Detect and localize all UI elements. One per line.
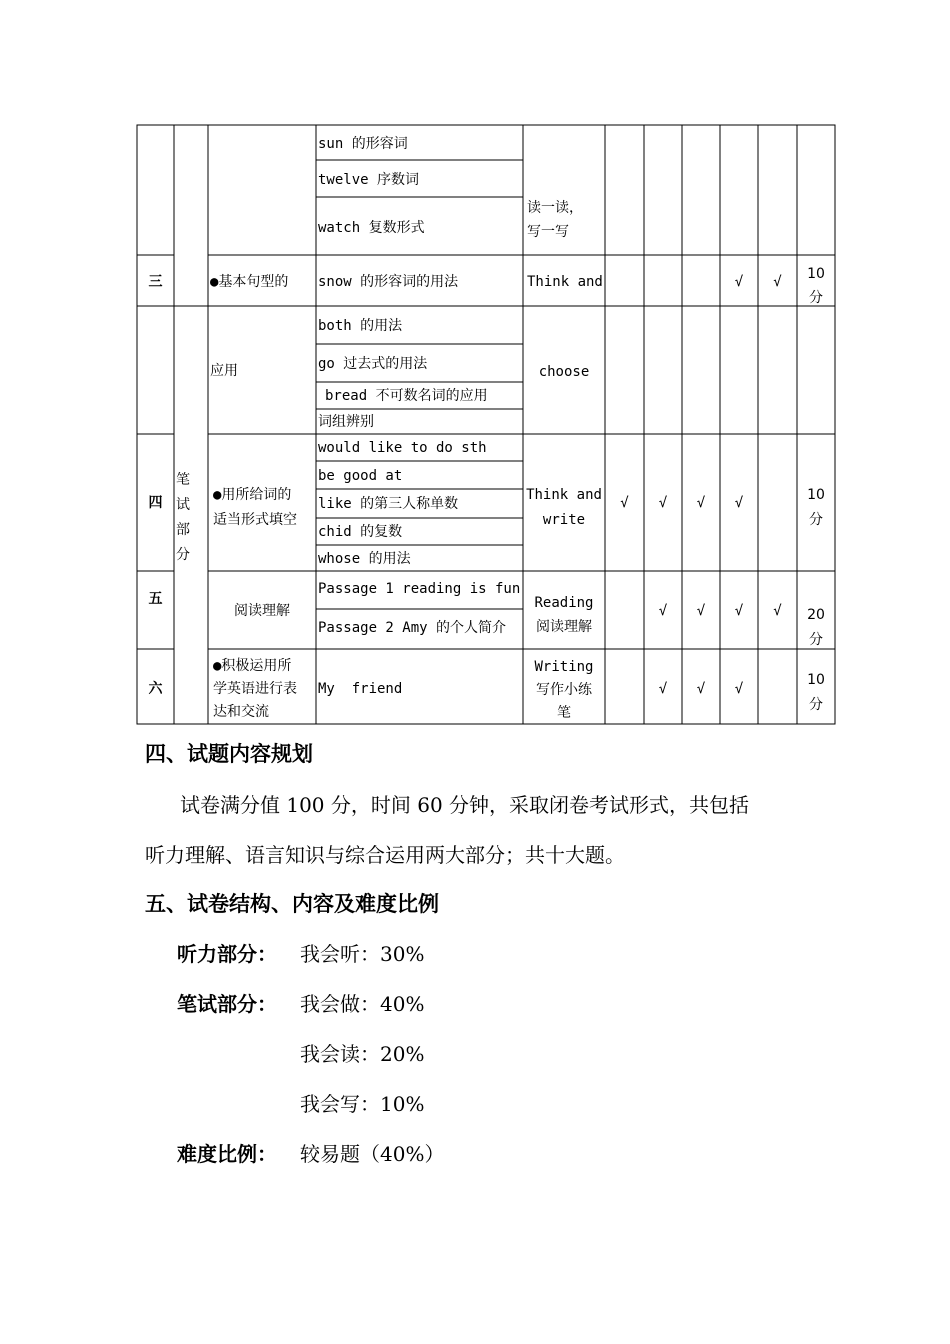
listening-value: 我会听：30% xyxy=(300,942,425,966)
knowledge-point: sun 的形容词 xyxy=(318,136,408,152)
question-number: 四 xyxy=(148,495,163,511)
check-mark: √ xyxy=(620,495,629,511)
objective: ●基本句型的 xyxy=(210,274,289,290)
knowledge-point: bread 不可数名词的应用 xyxy=(325,388,488,404)
knowledge-point: like 的第三人称单数 xyxy=(318,496,459,512)
question-type: 读一读， 写一写 xyxy=(527,200,583,240)
knowledge-point: My friend xyxy=(318,681,403,697)
score: 10 分 xyxy=(807,487,825,528)
check-mark: √ xyxy=(734,495,744,511)
check-mark: √ xyxy=(696,681,706,697)
question-number: 三 xyxy=(148,274,163,290)
check-mark: √ xyxy=(734,681,744,697)
written-value: 我会写：10% xyxy=(300,1092,425,1116)
check-mark: √ xyxy=(696,495,706,511)
knowledge-point: whose 的用法 xyxy=(318,551,411,567)
question-type: Reading 阅读理解 xyxy=(534,595,594,635)
score: 20 分 xyxy=(807,607,825,648)
section-label: 笔 试 部 分 xyxy=(176,472,190,563)
paragraph-line: 听力理解、语言知识与综合运用两大部分；共十大题。 xyxy=(145,843,625,867)
score: 10 分 xyxy=(807,266,825,306)
score: 10 分 xyxy=(807,672,825,713)
knowledge-point: chid 的复数 xyxy=(318,524,403,540)
listening-label: 听力部分： xyxy=(177,942,277,966)
objective: ●用所给词的 适当形式填空 xyxy=(213,487,297,528)
check-mark: √ xyxy=(734,603,744,619)
knowledge-point: go 过去式的用法 xyxy=(318,356,428,372)
check-mark: √ xyxy=(773,274,782,290)
written-value: 我会读：20% xyxy=(300,1042,425,1066)
objective: 阅读理解 xyxy=(234,603,290,619)
paragraph-line: 试卷满分值 100 分，时间 60 分钟，采取闭卷考试形式，共包括 xyxy=(180,793,750,817)
check-mark: √ xyxy=(658,681,668,697)
check-mark: √ xyxy=(658,603,668,619)
knowledge-point: be good at xyxy=(318,468,403,484)
knowledge-point: Passage 1 reading is fun xyxy=(318,581,521,597)
knowledge-point: snow 的形容词的用法 xyxy=(318,274,459,290)
check-mark: √ xyxy=(696,603,706,619)
check-mark: √ xyxy=(734,274,744,290)
question-number: 五 xyxy=(148,591,163,607)
knowledge-point: watch 复数形式 xyxy=(318,220,425,236)
question-type: Think and write xyxy=(526,487,602,528)
written-label: 笔试部分： xyxy=(177,992,277,1016)
question-number: 六 xyxy=(148,681,163,697)
objective: 应用 xyxy=(210,363,238,379)
section-heading: 五、试卷结构、内容及难度比例 xyxy=(145,892,439,916)
section-heading: 四、试题内容规划 xyxy=(145,742,313,766)
check-mark: √ xyxy=(658,495,668,511)
objective: ●积极运用所 学英语进行表 达和交流 xyxy=(213,658,297,720)
knowledge-point: both 的用法 xyxy=(318,318,403,334)
difficulty-value: 较易题（40%） xyxy=(300,1142,445,1166)
knowledge-point: Passage 2 Amy 的个人简介 xyxy=(318,620,507,636)
check-mark: √ xyxy=(773,603,782,619)
knowledge-point: twelve 序数词 xyxy=(318,172,420,188)
difficulty-label: 难度比例： xyxy=(177,1142,277,1166)
knowledge-point: 词组辨别 xyxy=(318,414,374,430)
question-type: Writing 写作小练 笔 xyxy=(534,659,594,721)
knowledge-point: would like to do sth xyxy=(318,440,487,456)
question-type: Think and xyxy=(527,274,603,290)
written-value: 我会做：40% xyxy=(300,992,425,1016)
question-type: choose xyxy=(538,364,590,380)
